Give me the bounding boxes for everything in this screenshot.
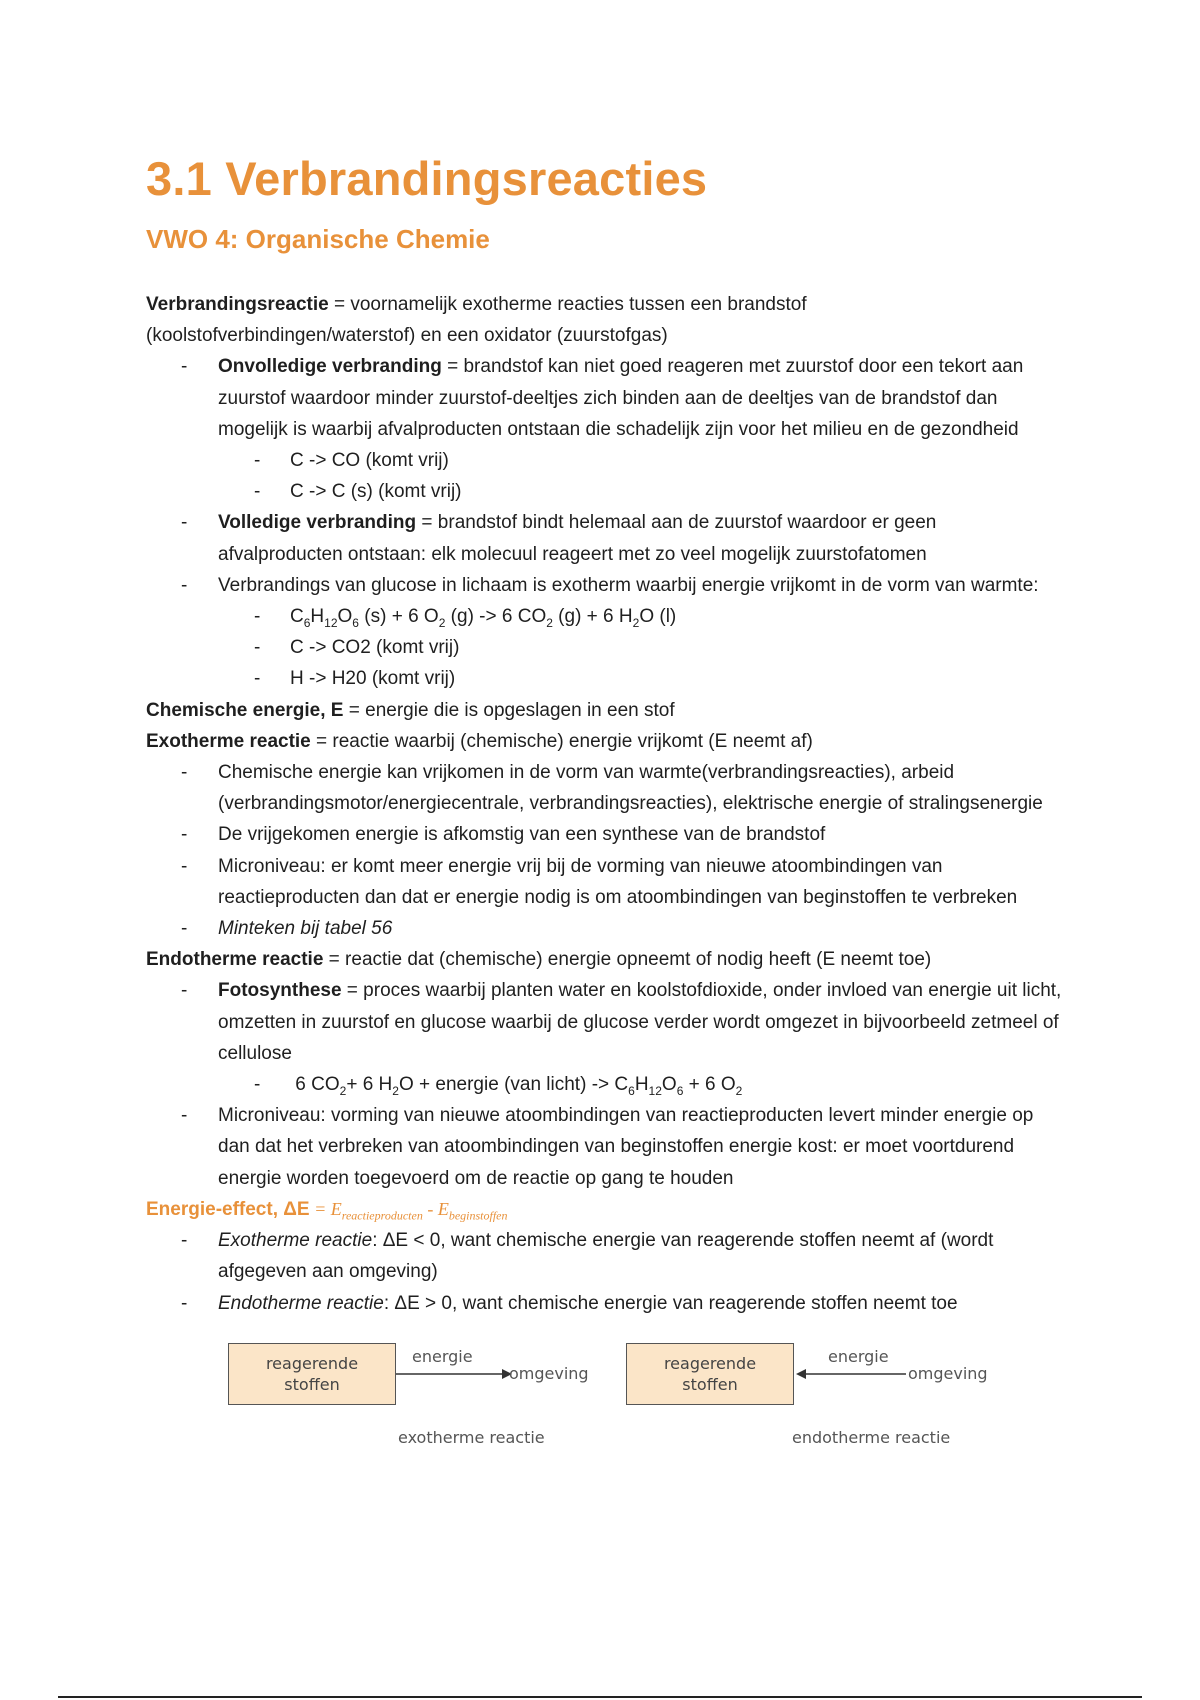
page-subtitle: VWO 4: Organische Chemie: [146, 224, 490, 254]
endo-target-label: omgeving: [908, 1363, 988, 1383]
endo-arrow-label: energie: [828, 1346, 889, 1366]
term: Exotherme reactie: [218, 1230, 373, 1252]
term: Volledige verbranding: [218, 512, 417, 534]
definition: = reactie waarbij (chemische) energie vrijkomt (E neemt af): [310, 730, 813, 752]
bottom-divider: [58, 1696, 1142, 1698]
paragraph-energie-effect: [146, 1194, 1066, 1225]
list-item: [146, 819, 1066, 850]
list-item: [146, 913, 1066, 944]
formula: = $E_{reactieproducten} - E_{beginstoffen}$: [309, 1198, 508, 1223]
item-text: Chemische energie kan vrijkomen in de vorm van warmte(verbrandingsreacties), arbeid (verbrandingsmotor/energiecentrale, verbrandingsreacties), elektrische energie of stralingsenergie: [218, 762, 1043, 815]
list-item: [146, 975, 1066, 1069]
endo-caption: endotherme reactie: [792, 1427, 951, 1447]
definition: = reactie dat (chemische) energie opneemt of nodig heeft (E neemt toe): [323, 949, 932, 971]
bullet-dash: -: [181, 855, 188, 877]
bullet-dash: -: [254, 606, 261, 628]
term: Exotherme reactie: [146, 730, 311, 752]
term: Verbrandingsreactie: [146, 294, 329, 315]
bullet-dash: -: [181, 356, 188, 378]
term: Onvolledige verbranding: [218, 356, 442, 378]
exo-arrow-label: energie: [412, 1346, 473, 1366]
equation-glucose: - $C_6H_{12}O_6$ (s) + 6 $O_2$ (g) -> 6 $CO_2$ (g) + 6 $H_2O$ (l): [146, 601, 1066, 632]
list-item: [146, 1225, 1066, 1287]
definition: : ΔE > 0, want chemische energie van reagerende stoffen neemt toe: [383, 1292, 958, 1314]
definition-cont: (koolstofverbindingen/waterstof) en een oxidator (zuurstofgas): [146, 325, 668, 347]
item-text: C -> CO (komt vrij): [290, 450, 449, 472]
item-text: C -> CO2 (komt vrij): [290, 637, 460, 659]
exo-target-label: omgeving: [509, 1363, 589, 1383]
term: Energie-effect, ΔE: [146, 1198, 310, 1220]
bullet-dash: -: [181, 918, 188, 940]
definition: : ΔE < 0, want chemische energie van reagerende stoffen neemt af (wordt afgegeven aan omgeving): [218, 1230, 994, 1283]
document-page: [146, 150, 1066, 1483]
list-item: [146, 663, 1066, 694]
list-item: [146, 570, 1066, 601]
bullet-dash: -: [254, 1074, 261, 1096]
paragraph-verbrandingsreactie: [146, 289, 1066, 351]
bullet-dash: -: [181, 1230, 188, 1252]
bullet-dash: -: [254, 668, 261, 690]
definition: = proces waarbij planten water en koolstofdioxide, onder invloed van energie uit licht, omzetten in zuurstof en glucose waarbij de glucose verder wordt omgezet in bijvoorbeeld zetmeel of cellulose: [218, 980, 1062, 1064]
term: Fotosynthese: [218, 980, 342, 1002]
bullet-dash: -: [181, 574, 188, 596]
equation-fotosynthese: - 6 $CO_2+ 6$ $H_2O$ + energie (van licht) -> $C_6H_{12}O_6 + 6$ $O_2$: [146, 1069, 1066, 1100]
exo-caption: exotherme reactie: [398, 1427, 545, 1447]
definition: = voornamelijk exotherme reacties tussen een brandstof: [328, 294, 807, 315]
bullet-dash: -: [181, 512, 188, 534]
list-item: [146, 1288, 1066, 1319]
list-item: [146, 757, 1066, 819]
definition: = brandstof kan niet goed reageren met zuurstof door een tekort aan zuurstof waardoor minder zuurstof-deeltjes zich binden aan de deeltjes van de brandstof dan mogelijk is waarbij afvalproducten ontstaan die schadelijk zijn voor het milieu en de gezondheid: [218, 356, 1024, 440]
item-text: C -> C (s) (komt vrij): [290, 481, 462, 503]
list-item: [146, 507, 1066, 569]
list-item: [146, 476, 1066, 507]
definition: = brandstof bindt helemaal aan de zuurstof waardoor er geen afvalproducten ontstaan: elk molecuul reageert met zo veel mogelijk zuurstofatomen: [218, 512, 937, 565]
list-item: [146, 1100, 1066, 1194]
paragraph-exotherme-reactie: [146, 726, 1066, 757]
bullet-dash: -: [181, 980, 188, 1002]
term: Endotherme reactie: [146, 949, 324, 971]
term: Chemische energie, E: [146, 699, 344, 721]
list-item: [146, 851, 1066, 913]
paragraph-chemische-energie: [146, 695, 1066, 726]
item-text: Verbrandings van glucose in lichaam is exotherm waarbij energie vrijkomt in de vorm van warmte:: [218, 574, 1039, 596]
energy-diagrams: [146, 1333, 1066, 1483]
document-body: [146, 289, 1066, 1319]
bullet-dash: -: [181, 824, 188, 846]
item-text: Microniveau: er komt meer energie vrij bij de vorming van nieuwe atoombindingen van reactieproducten dan dat er energie nodig is om atoombindingen van beginstoffen te verbreken: [218, 855, 1018, 908]
bullet-dash: -: [181, 1105, 188, 1127]
list-item: [146, 632, 1066, 663]
list-item: [146, 351, 1066, 445]
list-item: [146, 445, 1066, 476]
item-text: Microniveau: vorming van nieuwe atoombindingen van reactieproducten levert minder energie op dan dat het verbreken van atoombindingen van beginstoffen energie kost: er moet voortdurend energie worden toegevoerd om de reactie op gang te houden: [218, 1105, 1034, 1189]
item-text: H -> H20 (komt vrij): [290, 668, 456, 690]
bullet-dash: -: [254, 637, 261, 659]
item-text: Minteken bij tabel 56: [218, 918, 393, 940]
bullet-dash: -: [181, 762, 188, 784]
paragraph-endotherme-reactie: [146, 944, 1066, 975]
term: Endotherme reactie: [218, 1292, 384, 1314]
exo-box-reagerende-stoffen: reagerende stoffen: [228, 1343, 396, 1405]
bullet-dash: -: [254, 481, 261, 503]
bullet-dash: -: [254, 450, 261, 472]
page-title: 3.1 Verbrandingsreacties: [146, 152, 708, 205]
endo-box-reagerende-stoffen: reagerende stoffen: [626, 1343, 794, 1405]
item-text: De vrijgekomen energie is afkomstig van een synthese van de brandstof: [218, 824, 826, 846]
definition: = energie die is opgeslagen in een stof: [343, 699, 675, 721]
bullet-dash: -: [181, 1292, 188, 1314]
